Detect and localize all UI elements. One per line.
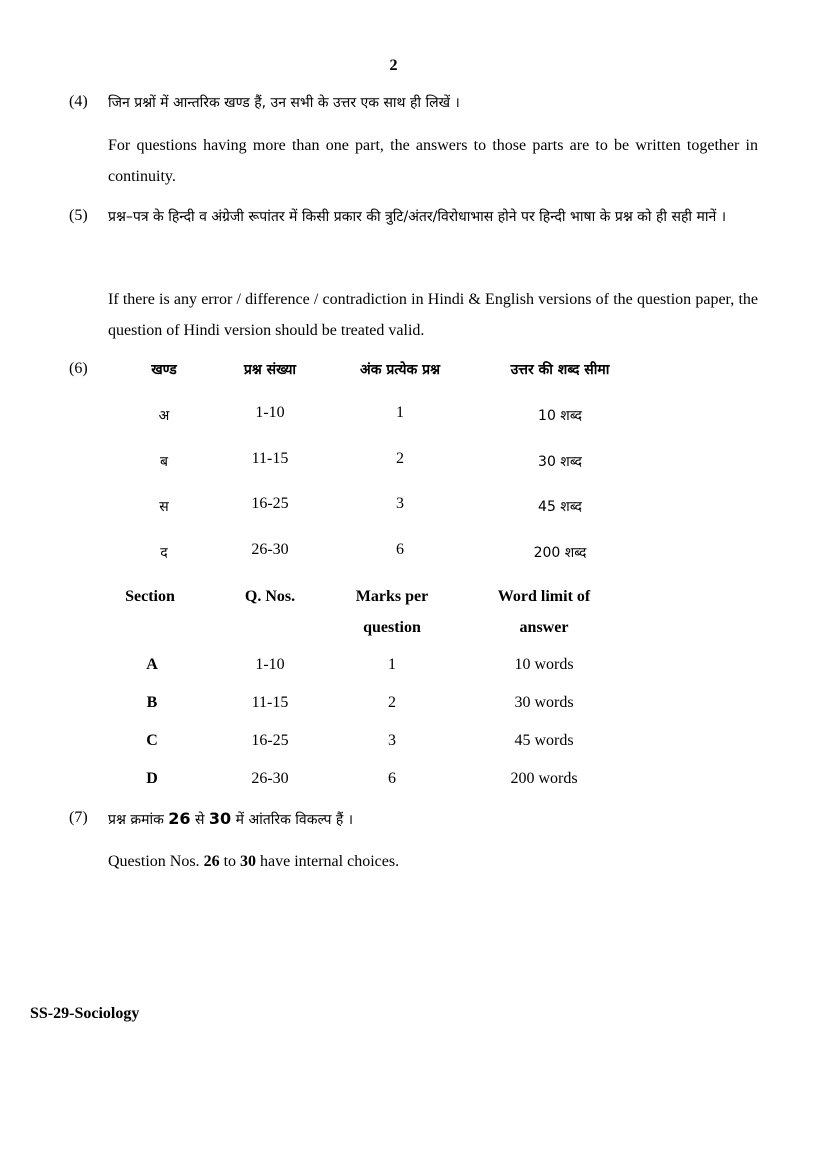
english-row-2-qnos: 11-15 [251,694,289,711]
english-row-1-qnos: 1-10 [255,656,285,673]
item-5-hindi: प्रश्न–पत्र के हिन्दी व अंग्रेजी रूपांतर में किसी प्रकार की त्रुटि/अंतर/विरोधाभास होने पर हिन्दी भाषा के प्रश्न को ही सही मानें । [108,209,727,225]
english-row-4-qnos: 26-30 [251,770,289,787]
english-row-3-section: C [146,732,158,749]
english-header-marks: Marks per question [355,588,429,636]
item-7-english: Question Nos. 26 to 30 have internal choices. [108,853,400,870]
footer-paper-code: SS-29-Sociology [30,1005,140,1022]
item-5-english: If there is any error / difference / contradiction in Hindi & English versions of the question paper, the question of Hindi version should be treated valid. [108,291,758,339]
english-row-2-marks: 2 [388,694,396,711]
hindi-row-3-section: स [159,499,169,515]
english-header-qnos: Q. Nos. [244,588,296,605]
hindi-header-marks: अंक प्रत्येक प्रश्न [360,362,440,378]
english-row-2-section: B [146,694,158,711]
hindi-header-qnos: प्रश्न संख्या [243,362,297,378]
english-row-4-section: D [146,770,158,787]
item-7-number: (7) [69,809,88,826]
english-row-4-marks: 6 [388,770,396,787]
english-row-4-wordlimit: 200 words [510,770,578,787]
hindi-row-1-wordlimit: 10 शब्द [538,408,582,424]
hindi-row-4-wordlimit: 200 शब्द [533,545,587,561]
hindi-row-2-marks: 2 [396,450,404,467]
hindi-row-1-section: अ [158,408,170,424]
english-row-2-wordlimit: 30 words [514,694,574,711]
hindi-row-3-wordlimit: 45 शब्द [538,499,582,515]
english-row-3-marks: 3 [388,732,396,749]
page-number: 2 [389,57,398,74]
item-4-hindi: जिन प्रश्नों में आन्तरिक खण्ड हैं, उन सभी के उत्तर एक साथ ही लिखें । [108,95,460,111]
english-header-section: Section [125,588,175,605]
hindi-row-4-qnos: 26-30 [251,541,289,558]
hindi-row-2-qnos: 11-15 [251,450,289,467]
item-4-english: For questions having more than one part, the answers to those parts are to be written together in continuity. [108,137,758,185]
hindi-header-wordlimit: उत्तर की शब्द सीमा [510,362,610,378]
hindi-row-1-qnos: 1-10 [255,404,285,421]
hindi-row-2-wordlimit: 30 शब्द [538,454,582,470]
english-row-1-section: A [146,656,158,673]
item-4-number: (4) [69,93,88,110]
english-header-wordlimit: Word limit of answer [497,588,591,636]
english-row-3-qnos: 16-25 [251,732,289,749]
hindi-row-4-section: द [160,545,168,561]
hindi-row-1-marks: 1 [396,404,404,421]
item-7-hindi: प्रश्न क्रमांक 26 से 30 में आंतरिक विकल्प हैं । [108,809,354,828]
hindi-header-section: खण्ड [151,362,177,378]
item-5-number: (5) [69,207,88,224]
item-6-number: (6) [69,360,88,377]
english-row-3-wordlimit: 45 words [514,732,574,749]
hindi-row-4-marks: 6 [396,541,404,558]
english-row-1-marks: 1 [388,656,396,673]
hindi-row-3-qnos: 16-25 [251,495,289,512]
english-row-1-wordlimit: 10 words [514,656,574,673]
hindi-row-2-section: ब [160,454,168,470]
hindi-row-3-marks: 3 [396,495,404,512]
